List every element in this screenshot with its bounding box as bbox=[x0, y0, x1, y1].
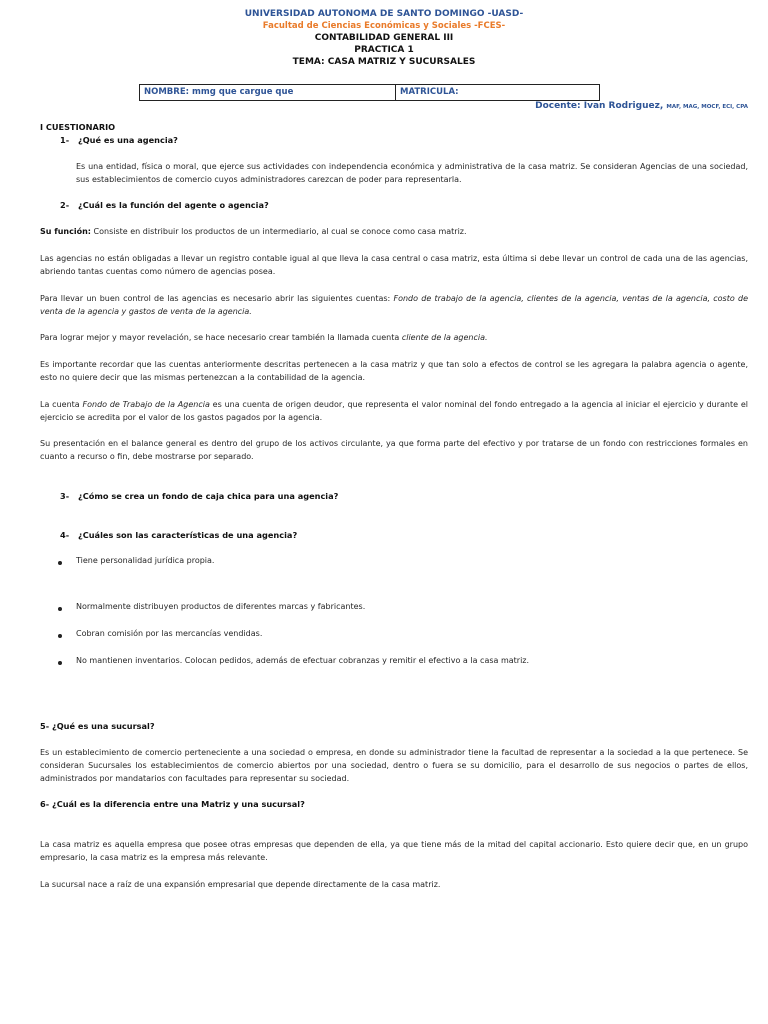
question-3 bbox=[60, 491, 338, 501]
name-cell: NOMBRE: mmg que cargue que bbox=[140, 85, 396, 100]
answer-2-paragraph-2: Las agencias no están obligadas a llevar un registro contable igual al que lleva la casa central o casa matriz, esta última si debe llevar un control de cada una de las agencias, abriendo tantas cuentas como número de agencias posea. bbox=[40, 254, 748, 276]
question-2-number: 2- bbox=[60, 200, 70, 210]
practice-number: PRACTICA 1 bbox=[354, 45, 414, 55]
answer-1: Es una entidad, física o moral, que ejerce sus actividades con independencia económica y administrativa de la casa matriz. Se consideran Agencias de una sociedad, sus establecimientos de comercio cuyos administradores carezcan de poder para representarla. bbox=[76, 162, 748, 184]
teacher-name: Docente: Ivan Rodriguez, bbox=[535, 101, 664, 111]
university-name: UNIVERSIDAD AUTONOMA DE SANTO DOMINGO -UASD- bbox=[244, 9, 524, 19]
question-3-number: 3- bbox=[60, 491, 70, 501]
bullet-dot bbox=[58, 607, 62, 611]
faculty-name: Facultad de Ciencias Económicas y Sociales -FCES- bbox=[262, 21, 506, 31]
answer-2-paragraph-3: Para llevar un buen control de las agencias es necesario abrir las siguientes cuentas: Fondo de trabajo de la agencia, clientes de la agencia, ventas de la agencia, costo de venta de la agencia y gastos de venta de la agencia. bbox=[40, 294, 749, 316]
question-4 bbox=[60, 530, 297, 540]
question-3-text: ¿Cómo se crea un fondo de caja chica para una agencia? bbox=[77, 491, 339, 501]
question-2-text: ¿Cuál es la función del agente o agencia? bbox=[77, 200, 269, 210]
answer-2-paragraph-7: Su presentación en el balance general es dentro del grupo de los activos circulante, ya que forma parte del efectivo y por tratarse de un fondo con restricciones formales en cuanto a recurso o fin, debe mostrarse por separado. bbox=[40, 439, 748, 461]
function-label: Su función: bbox=[40, 227, 91, 236]
section-title: I CUESTIONARIO bbox=[40, 122, 116, 132]
document-header bbox=[0, 8, 768, 68]
question-5: 5- ¿Qué es una sucursal? bbox=[40, 721, 155, 731]
question-1-text: ¿Qué es una agencia? bbox=[77, 135, 178, 145]
question-2 bbox=[60, 200, 269, 210]
matricula-cell: MATRICULA: bbox=[400, 87, 459, 97]
answer-6-paragraph-2: La sucursal nace a raíz de una expansión empresarial que depende directamente de la casa matriz. bbox=[40, 880, 441, 889]
question-4-number: 4- bbox=[60, 530, 70, 540]
student-id-table bbox=[139, 84, 600, 101]
answer-2-paragraph-5: Es importante recordar que las cuentas anteriormente descritas pertenecen a la casa matriz y que tan solo a efectos de control se les agregara la palabra agencia o agente, esto no quiere decir que las mismas pertenezcan a la contabilidad de la agencia. bbox=[40, 360, 748, 382]
bullet-dot bbox=[58, 661, 62, 665]
question-4-text: ¿Cuáles son las características de una agencia? bbox=[77, 530, 298, 540]
course-name: CONTABILIDAD GENERAL III bbox=[314, 33, 454, 43]
question-1-number: 1- bbox=[60, 135, 70, 145]
list-item: Normalmente distribuyen productos de diferentes marcas y fabricantes. bbox=[76, 602, 365, 611]
answer-2-paragraph-4: Para lograr mejor y mayor revelación, se hace necesario crear también la llamada cuenta cliente de la agencia. bbox=[40, 333, 488, 342]
teacher-credentials: MAF, MAG, MOCF, ECI, CPA bbox=[666, 104, 748, 110]
question-6: 6- ¿Cuál es la diferencia entre una Matriz y una sucursal? bbox=[40, 799, 305, 809]
bullet-dot bbox=[58, 634, 62, 638]
answer-6-paragraph-1: La casa matriz es aquella empresa que posee otras empresas que dependen de ella, ya que tiene más de la mitad del capital accionario. Esto quiere decir que, en un grupo empresario, la casa matriz es la empresa más relevante. bbox=[40, 840, 748, 862]
list-item: Tiene personalidad jurídica propia. bbox=[76, 556, 214, 565]
list-item: Cobran comisión por las mercancías vendidas. bbox=[76, 629, 262, 638]
bullet-dot bbox=[58, 561, 62, 565]
answer-5: Es un establecimiento de comercio perteneciente a una sociedad o empresa, en donde su administrador tiene la facultad de representar a la sociedad a la que pertenece. Se consideran Sucursales los establecimientos de comercio abiertos por una sociedad, dentro o fuera se su domicilio, para el desarrollo de sus negocios o partes de ellos, administrados por mandatarios con facultades para representar su sociedad. bbox=[40, 748, 748, 783]
teacher-line bbox=[535, 101, 748, 111]
answer-2-paragraph-6: La cuenta Fondo de Trabajo de la Agencia es una cuenta de origen deudor, que representa el valor nominal del fondo entregado a la agencia al iniciar el ejercicio y durante el ejercicio se acredita por el valor de los gastos pagados por la agencia. bbox=[40, 400, 749, 422]
list-item: No mantienen inventarios. Colocan pedidos, además de efectuar cobranzas y remitir el efectivo a la casa matriz. bbox=[76, 656, 529, 665]
topic-title: TEMA: CASA MATRIZ Y SUCURSALES bbox=[292, 57, 476, 67]
answer-2-paragraph-1: Su función: Consiste en distribuir los productos de un intermediario, al cual se conoce como casa matriz. bbox=[40, 227, 467, 236]
question-1 bbox=[60, 135, 178, 145]
